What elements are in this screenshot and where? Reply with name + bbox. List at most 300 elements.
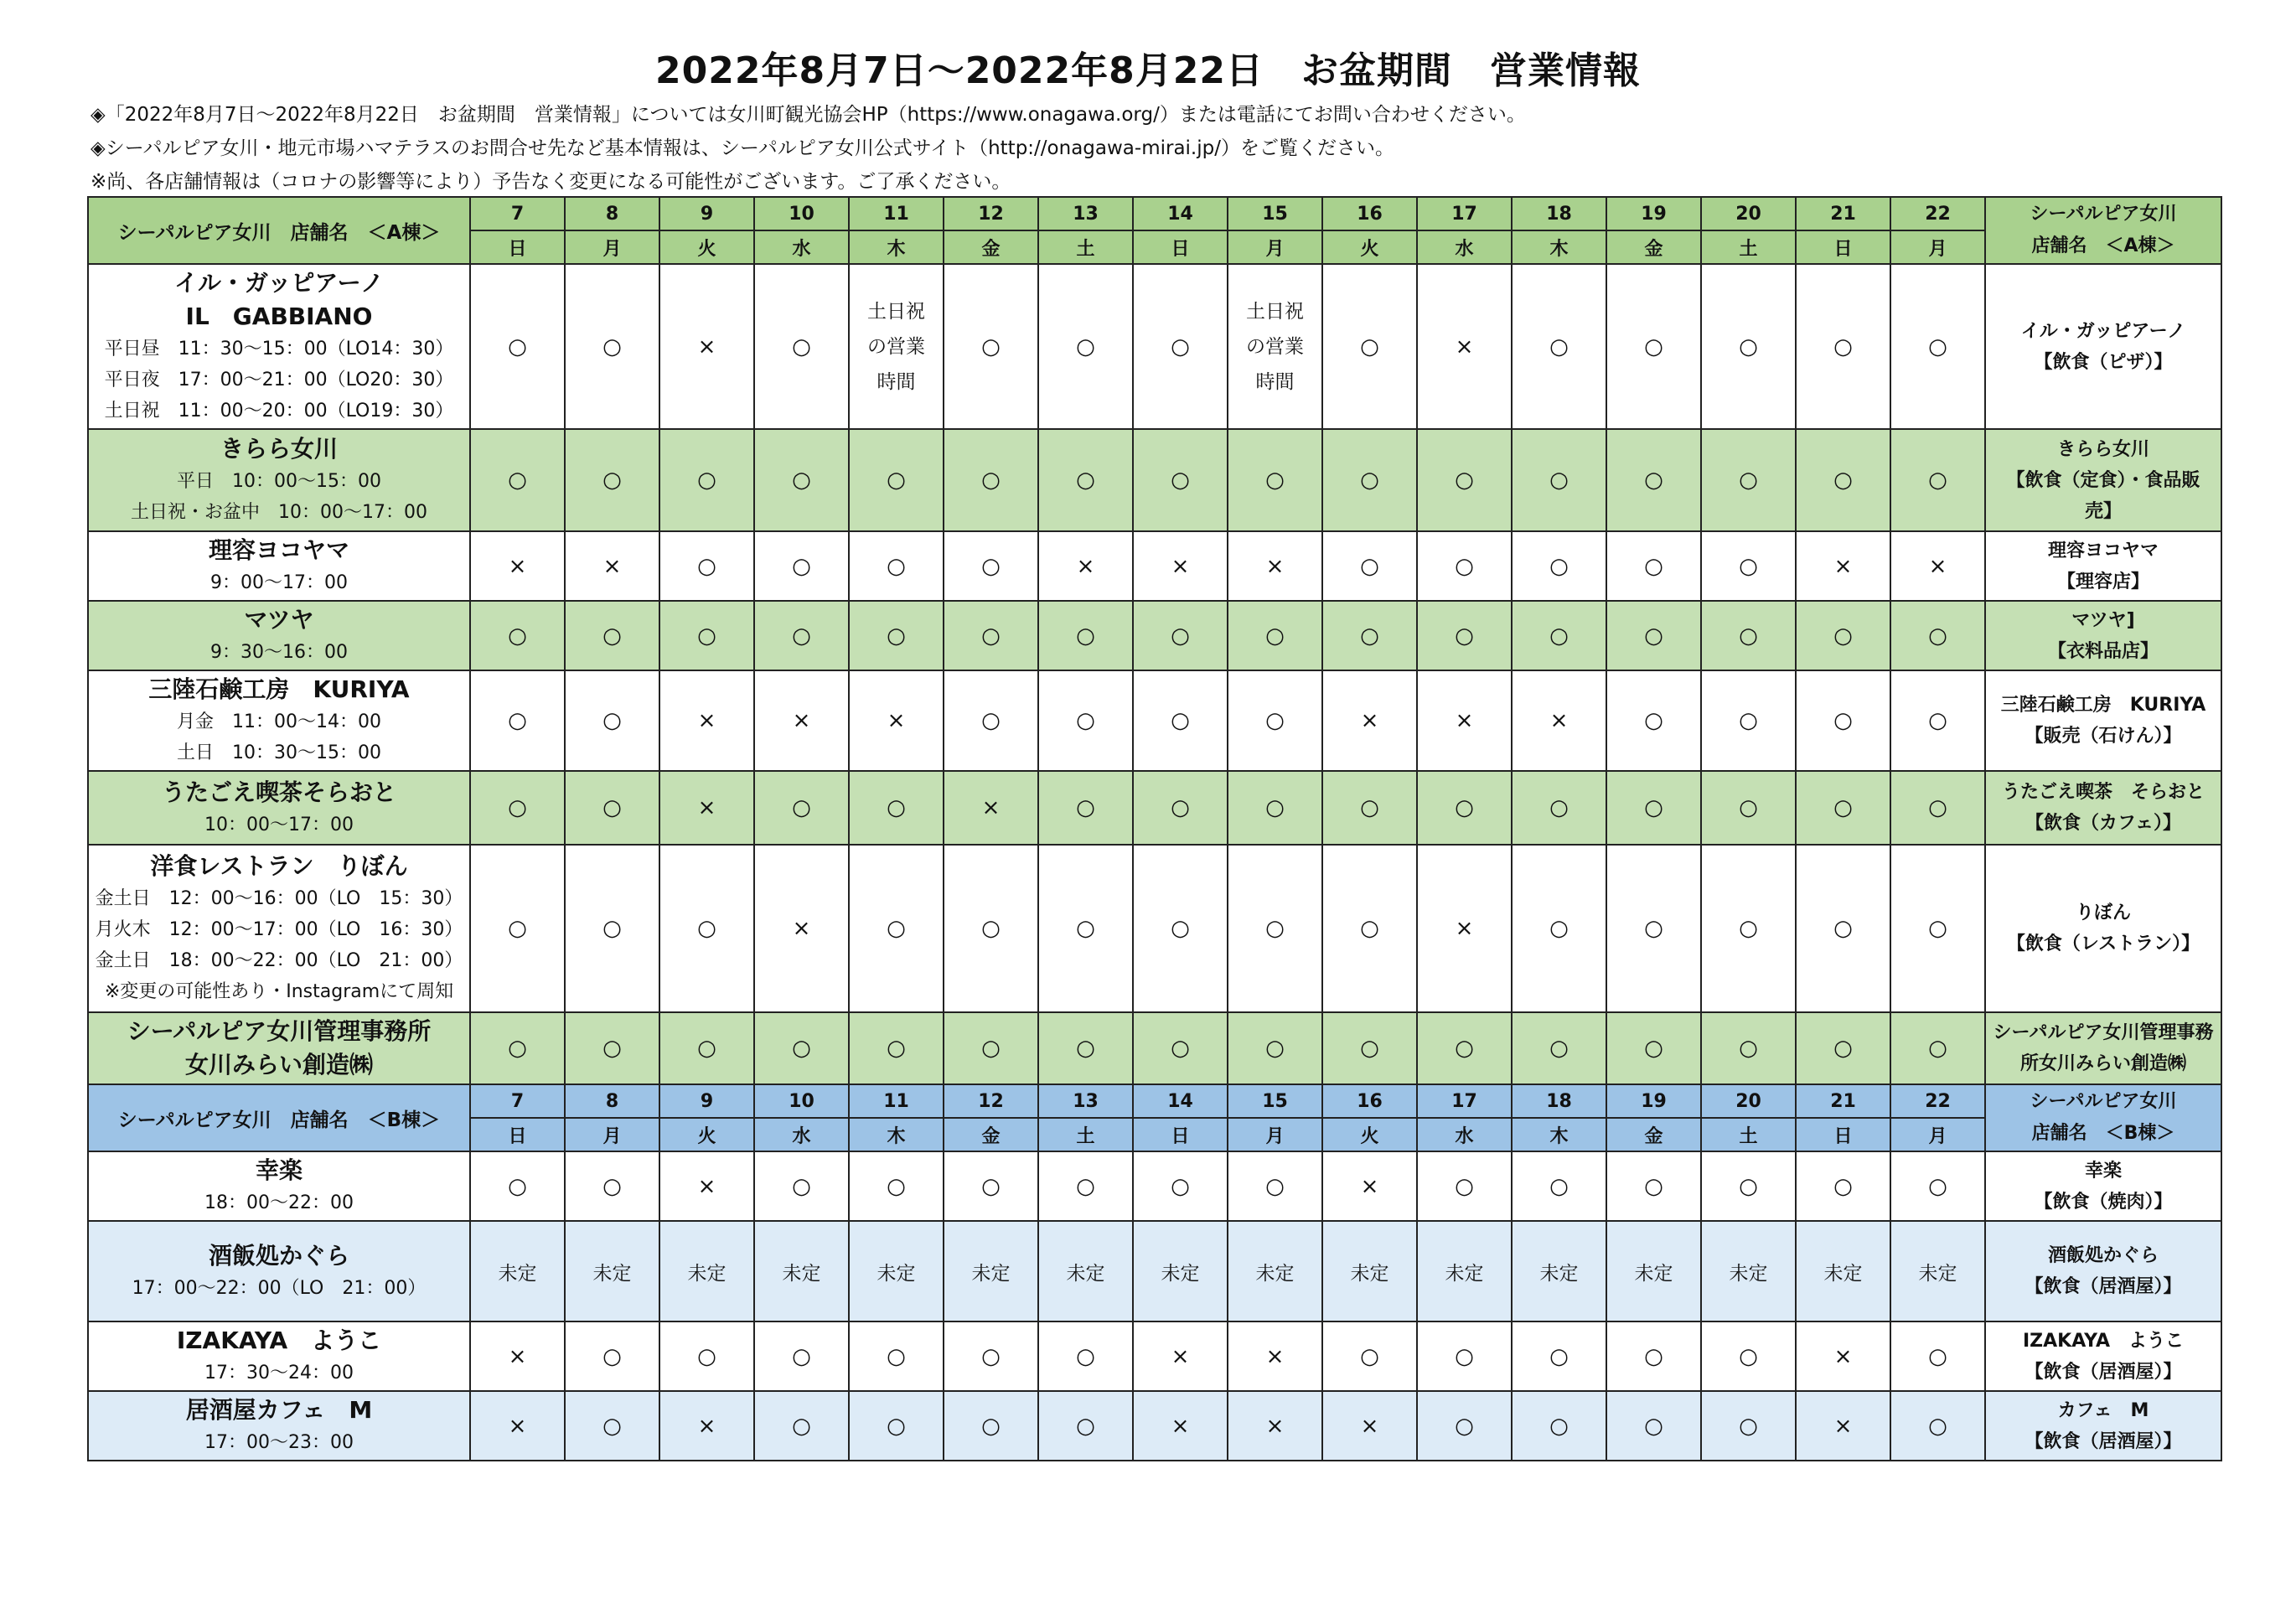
group-header-right [1985, 197, 2221, 264]
status-cell: × [1133, 1321, 1228, 1391]
status-cell: × [849, 670, 944, 771]
status-cell: ○ [1512, 771, 1606, 845]
status-cell: ○ [1038, 1151, 1133, 1221]
day-number: 10 [754, 1084, 849, 1118]
status-cell: ○ [754, 531, 849, 601]
store-name: 三陸石鹸工房 KURIYA [148, 675, 410, 703]
weekday: 月 [565, 1118, 659, 1151]
status-cell: ○ [1796, 1012, 1890, 1084]
day-number: 7 [470, 1084, 565, 1118]
status-cell: ○ [1322, 531, 1417, 601]
status-cell: × [470, 1391, 565, 1461]
day-number: 20 [1701, 1084, 1796, 1118]
status-cell: ○ [1133, 771, 1228, 845]
store-category-line: 【飲食（居酒屋）】 [2025, 1276, 2182, 1297]
day-number: 16 [1322, 197, 1417, 230]
status-cell: ○ [1322, 264, 1417, 429]
store-category-cell [1985, 771, 2221, 845]
store-name: IZAKAYA ようこ [176, 1327, 382, 1354]
status-cell: ○ [1133, 601, 1228, 670]
status-cell: ○ [1796, 670, 1890, 771]
store-name: うたごえ喫茶そらおと [161, 778, 396, 806]
status-cell: ○ [565, 771, 659, 845]
status-cell: ○ [1606, 771, 1701, 845]
store-hours: 10：00～17：00 [204, 814, 354, 835]
weekday: 水 [754, 230, 849, 264]
status-cell: ○ [1038, 429, 1133, 531]
status-cell: ○ [659, 601, 754, 670]
store-hours: 9：30～16：00 [210, 642, 348, 663]
day-number: 15 [1228, 1084, 1322, 1118]
status-cell: ○ [944, 1151, 1038, 1221]
status-cell: ○ [849, 1391, 944, 1461]
store-name-cell [88, 1012, 470, 1084]
status-cell: ○ [1228, 429, 1322, 531]
status-cell: ○ [1228, 1012, 1322, 1084]
store-name: 洋食レストラン りぼん [150, 852, 408, 880]
status-cell: ○ [1701, 1391, 1796, 1461]
header-line: 店舗名 ＜B棟＞ [2031, 1123, 2175, 1144]
store-row [88, 1012, 2221, 1084]
day-number: 12 [944, 1084, 1038, 1118]
status-cell: × [1322, 1151, 1417, 1221]
status-cell: ○ [470, 264, 565, 429]
status-cell: ○ [470, 771, 565, 845]
store-name: イル・ガッピアーノ [173, 269, 385, 297]
status-cell: ○ [849, 1151, 944, 1221]
status-cell: ○ [1228, 670, 1322, 771]
status-cell: × [659, 771, 754, 845]
status-cell: ○ [1701, 1321, 1796, 1391]
day-number: 21 [1796, 197, 1890, 230]
status-cell: ○ [1417, 1391, 1512, 1461]
store-name-cell [88, 845, 470, 1012]
weekday: 日 [470, 1118, 565, 1151]
weekday: 木 [849, 1118, 944, 1151]
status-cell: ○ [849, 429, 944, 531]
store-name-cell [88, 1321, 470, 1391]
status-cell: × [1228, 531, 1322, 601]
status-cell: ○ [1606, 845, 1701, 1012]
status-cell: ○ [944, 1012, 1038, 1084]
status-cell: ○ [1133, 1012, 1228, 1084]
status-cell: ○ [1890, 1151, 1985, 1221]
status-cell: ○ [849, 601, 944, 670]
status-cell: × [1133, 1391, 1228, 1461]
status-cell: ○ [565, 601, 659, 670]
day-number: 11 [849, 1084, 944, 1118]
store-category-line: 【飲食（レストラン）】 [2006, 934, 2200, 954]
weekday: 土 [1038, 1118, 1133, 1151]
weekday: 水 [1417, 1118, 1512, 1151]
store-category-line: カフェ M [2057, 1399, 2149, 1421]
status-cell: ○ [754, 771, 849, 845]
store-category-cell [1985, 1391, 2221, 1461]
status-cell: × [659, 670, 754, 771]
store-row [88, 670, 2221, 771]
store-row [88, 1391, 2221, 1461]
store-row [88, 1221, 2221, 1321]
status-cell: ○ [1606, 1012, 1701, 1084]
weekday: 日 [470, 230, 565, 264]
day-number: 15 [1228, 197, 1322, 230]
weekday: 日 [1796, 1118, 1890, 1151]
status-cell: ○ [1322, 1321, 1417, 1391]
day-number: 9 [659, 197, 754, 230]
store-hours: 平日夜 17：00～21：00（LO20：30） [104, 370, 454, 390]
store-hours: 金土日 18：00～22：00（LO 21：00） [95, 950, 463, 971]
store-row [88, 429, 2221, 531]
day-number: 8 [565, 1084, 659, 1118]
status-cell: ○ [1322, 601, 1417, 670]
status-cell: ○ [1038, 601, 1133, 670]
status-cell: ○ [1606, 670, 1701, 771]
store-name: マツヤ [244, 606, 314, 634]
status-cell: ○ [1606, 1391, 1701, 1461]
store-category-line: りぼん [2075, 903, 2131, 923]
page-title: 2022年8月7日～2022年8月22日 お盆期間 営業情報 [655, 49, 1641, 92]
status-cell: ○ [1417, 1151, 1512, 1221]
store-name: 女川みらい創造㈱ [184, 1051, 373, 1078]
status-cell: ○ [470, 1012, 565, 1084]
weekday: 土 [1701, 1118, 1796, 1151]
store-hours: 土日祝・お盆中 10：00～17：00 [131, 502, 427, 523]
status-cell: ○ [1796, 771, 1890, 845]
day-number: 20 [1701, 197, 1796, 230]
status-cell: ○ [944, 531, 1038, 601]
status-cell: ○ [1322, 771, 1417, 845]
store-row [88, 1321, 2221, 1391]
status-cell: ○ [1701, 264, 1796, 429]
status-cell: ○ [659, 1321, 754, 1391]
status-cell: ○ [754, 601, 849, 670]
store-category-cell [1985, 1151, 2221, 1221]
status-cell: ○ [1512, 601, 1606, 670]
status-cell: × [659, 1391, 754, 1461]
status-cell: 未定 [565, 1221, 659, 1321]
store-row [88, 531, 2221, 601]
status-cell: × [944, 771, 1038, 845]
status-cell: × [470, 531, 565, 601]
status-cell: × [1417, 670, 1512, 771]
status-cell: ○ [944, 264, 1038, 429]
store-category-line: 【飲食（定食）・食品販 [2006, 469, 2200, 491]
store-hours: 土日祝 11：00～20：00（LO19：30） [104, 401, 454, 422]
store-category-line: 理容ヨコヤマ [2047, 540, 2159, 561]
store-category-cell [1985, 601, 2221, 670]
status-cell: ○ [754, 1391, 849, 1461]
store-category-line: うたごえ喫茶 そらおと [2001, 782, 2205, 803]
status-cell: ○ [944, 601, 1038, 670]
status-cell: ○ [659, 845, 754, 1012]
store-category-line: 酒飯処かぐら [2047, 1245, 2159, 1266]
store-name: シーパルピア女川管理事務所 [127, 1017, 432, 1045]
weekday: 水 [754, 1118, 849, 1151]
status-cell: ○ [1228, 845, 1322, 1012]
store-category-cell [1985, 531, 2221, 601]
status-cell: ○ [849, 771, 944, 845]
weekday: 土 [1701, 230, 1796, 264]
store-category-line: 【飲食（居酒屋）】 [2025, 1361, 2182, 1383]
store-hours: 18：00～22：00 [204, 1192, 354, 1213]
status-cell: ○ [1606, 429, 1701, 531]
status-cell: ○ [1038, 1321, 1133, 1391]
status-cell: ○ [470, 1151, 565, 1221]
store-name-cell [88, 429, 470, 531]
status-cell: ○ [1512, 1012, 1606, 1084]
store-hours: 平日昼 11：30～15：00（LO14：30） [104, 339, 454, 359]
weekday: 土 [1038, 230, 1133, 264]
status-cell: ○ [849, 1321, 944, 1391]
day-number: 19 [1606, 1084, 1701, 1118]
store-category-line: 所女川みらい創造㈱ [2019, 1053, 2186, 1074]
status-cell: ○ [565, 670, 659, 771]
status-cell: 未定 [1701, 1221, 1796, 1321]
header-line: 店舗名 ＜A棟＞ [2031, 235, 2175, 256]
status-cell: ○ [1038, 771, 1133, 845]
weekday: 月 [1228, 1118, 1322, 1151]
status-cell: ○ [754, 264, 849, 429]
status-cell: ○ [1512, 1321, 1606, 1391]
store-row [88, 771, 2221, 845]
status-cell: ○ [1890, 601, 1985, 670]
weekday: 木 [849, 230, 944, 264]
day-number: 13 [1038, 1084, 1133, 1118]
status-cell: ○ [1228, 771, 1322, 845]
status-cell: ○ [1606, 1151, 1701, 1221]
weekday: 水 [1417, 230, 1512, 264]
store-category-cell [1985, 429, 2221, 531]
status-cell: ○ [1133, 1151, 1228, 1221]
status-cell: 未定 [849, 1221, 944, 1321]
status-cell: ○ [565, 1321, 659, 1391]
status-cell: ○ [1701, 1151, 1796, 1221]
store-name-cell [88, 264, 470, 429]
day-number: 10 [754, 197, 849, 230]
status-cell: ○ [944, 1321, 1038, 1391]
weekday: 日 [1796, 230, 1890, 264]
status-cell: 土日祝 の営業 時間 [849, 264, 944, 429]
status-cell: × [1322, 670, 1417, 771]
store-hours: 金土日 12：00～16：00（LO 15：30） [95, 888, 463, 909]
status-cell: ○ [659, 429, 754, 531]
status-cell: 未定 [659, 1221, 754, 1321]
weekday: 火 [1322, 230, 1417, 264]
status-cell: ○ [1701, 1012, 1796, 1084]
day-number: 8 [565, 197, 659, 230]
status-cell: ○ [659, 531, 754, 601]
status-cell: ○ [1038, 1391, 1133, 1461]
weekday: 月 [1228, 230, 1322, 264]
status-cell: ○ [1796, 264, 1890, 429]
status-cell: ○ [1417, 1321, 1512, 1391]
store-category-line: 【飲食（カフェ）】 [2025, 813, 2181, 834]
day-number: 17 [1417, 1084, 1512, 1118]
store-name: 理容ヨコヤマ [208, 536, 349, 564]
status-cell: ○ [1038, 670, 1133, 771]
status-cell: ○ [1606, 1321, 1701, 1391]
weekday: 月 [1890, 230, 1985, 264]
status-cell: ○ [1606, 264, 1701, 429]
store-hours: 17：00～23：00 [204, 1432, 354, 1453]
status-cell: ○ [754, 1012, 849, 1084]
store-name-cell [88, 1221, 470, 1321]
weekday: 金 [1606, 230, 1701, 264]
store-category-line: 幸楽 [2084, 1160, 2122, 1182]
day-number: 17 [1417, 197, 1512, 230]
status-cell: ○ [1417, 429, 1512, 531]
status-cell: 未定 [1796, 1221, 1890, 1321]
store-category-line: 【理容店】 [2056, 571, 2149, 592]
status-cell: ○ [1417, 531, 1512, 601]
status-cell: ○ [1038, 264, 1133, 429]
store-name: 幸楽 [255, 1156, 303, 1184]
schedule-table [87, 196, 2222, 1461]
status-cell: ○ [944, 845, 1038, 1012]
weekday: 金 [944, 1118, 1038, 1151]
store-category-line: きらら女川 [2056, 438, 2149, 460]
day-number: 13 [1038, 197, 1133, 230]
status-cell: ○ [1512, 1391, 1606, 1461]
store-category-cell [1985, 845, 2221, 1012]
status-cell: ○ [565, 1151, 659, 1221]
status-cell: ○ [1890, 1012, 1985, 1084]
status-cell: ○ [1038, 1012, 1133, 1084]
status-cell: ○ [1133, 670, 1228, 771]
status-cell: ○ [1133, 845, 1228, 1012]
group-header-row [88, 197, 2221, 230]
status-cell: × [1796, 1391, 1890, 1461]
status-cell: ○ [1417, 1012, 1512, 1084]
status-cell: × [1322, 1391, 1417, 1461]
store-name-cell [88, 531, 470, 601]
status-cell: ○ [754, 1321, 849, 1391]
store-category-line: イル・ガッピアーノ [2020, 320, 2186, 342]
store-category-cell [1985, 670, 2221, 771]
status-cell: × [470, 1321, 565, 1391]
status-cell: × [1038, 531, 1133, 601]
status-cell: 未定 [1512, 1221, 1606, 1321]
weekday: 金 [944, 230, 1038, 264]
day-number: 7 [470, 197, 565, 230]
status-cell: ○ [1133, 429, 1228, 531]
store-category-line: 【販売（石けん）】 [2025, 726, 2182, 747]
status-cell: 未定 [1606, 1221, 1701, 1321]
group-header-left: シーパルピア女川 店舗名 ＜A棟＞ [88, 197, 470, 264]
day-number: 18 [1512, 197, 1606, 230]
store-category-line: 【飲食（居酒屋）】 [2025, 1430, 2182, 1452]
status-cell: 未定 [1417, 1221, 1512, 1321]
day-number: 18 [1512, 1084, 1606, 1118]
status-cell: ○ [849, 845, 944, 1012]
status-cell: ○ [470, 429, 565, 531]
day-number: 11 [849, 197, 944, 230]
store-category-line: 【飲食（ピザ）】 [2034, 351, 2173, 373]
status-cell: × [1417, 264, 1512, 429]
group-header-left: シーパルピア女川 店舗名 ＜B棟＞ [88, 1084, 470, 1151]
weekday: 火 [659, 230, 754, 264]
status-cell: × [1417, 845, 1512, 1012]
store-name-cell [88, 1151, 470, 1221]
status-cell: × [1133, 531, 1228, 601]
status-cell: ○ [1796, 845, 1890, 1012]
store-hours: 土日 10：30～15：00 [177, 742, 381, 763]
weekday: 木 [1512, 230, 1606, 264]
store-name-cell [88, 601, 470, 670]
note-line: ◈「2022年8月7日～2022年8月22日 お盆期間 営業情報」については女川町観光協会HP（https://www.onagawa.org/）または電話にてお問い合わせください。 [90, 104, 1526, 126]
status-cell: × [1228, 1391, 1322, 1461]
store-hours: 17：00～22：00（LO 21：00） [132, 1277, 427, 1299]
status-cell: 未定 [1890, 1221, 1985, 1321]
weekday: 日 [1133, 1118, 1228, 1151]
status-cell: × [754, 845, 849, 1012]
day-number: 14 [1133, 197, 1228, 230]
day-number: 12 [944, 197, 1038, 230]
status-cell: ○ [1512, 531, 1606, 601]
store-hours: 17：30～24：00 [204, 1363, 354, 1384]
weekday: 日 [1133, 230, 1228, 264]
store-category-cell [1985, 264, 2221, 429]
status-cell: ○ [565, 429, 659, 531]
store-category-line: IZAKAYA ようこ [2023, 1330, 2184, 1352]
store-name: 居酒屋カフェ M [185, 1396, 373, 1424]
store-hours: 平日 10：00～15：00 [177, 471, 381, 492]
store-category-line: シーパルピア女川管理事務 [1993, 1022, 2214, 1043]
day-number: 16 [1322, 1084, 1417, 1118]
store-row [88, 601, 2221, 670]
status-cell: ○ [944, 1391, 1038, 1461]
status-cell: ○ [944, 429, 1038, 531]
status-cell: ○ [1512, 1151, 1606, 1221]
day-number: 22 [1890, 197, 1985, 230]
status-cell: ○ [565, 1012, 659, 1084]
store-category-cell [1985, 1012, 2221, 1084]
status-cell: ○ [1890, 1321, 1985, 1391]
group-header-right [1985, 1084, 2221, 1151]
header-line: シーパルピア女川 [2030, 204, 2177, 225]
status-cell: × [659, 264, 754, 429]
status-cell: ○ [1322, 429, 1417, 531]
weekday: 金 [1606, 1118, 1701, 1151]
store-name: IL GABBIANO [185, 303, 373, 330]
status-cell: ○ [1890, 429, 1985, 531]
status-cell: ○ [1606, 531, 1701, 601]
store-name: きらら女川 [220, 435, 338, 463]
status-cell: ○ [1512, 264, 1606, 429]
status-cell: × [1796, 531, 1890, 601]
store-category-cell [1985, 1321, 2221, 1391]
day-number: 9 [659, 1084, 754, 1118]
status-cell: × [1512, 670, 1606, 771]
status-cell: ○ [1701, 771, 1796, 845]
note-line: ※尚、各店舗情報は（コロナの影響等により）予告なく変更になる可能性がございます。ご了承ください。 [90, 171, 1011, 193]
status-cell: 未定 [1038, 1221, 1133, 1321]
status-cell: × [1228, 1321, 1322, 1391]
weekday: 木 [1512, 1118, 1606, 1151]
status-cell: ○ [1512, 429, 1606, 531]
status-cell: 未定 [1322, 1221, 1417, 1321]
status-cell: ○ [1322, 1012, 1417, 1084]
status-cell: ○ [1512, 845, 1606, 1012]
store-hours: 9：00～17：00 [210, 572, 348, 593]
status-cell: ○ [1796, 1151, 1890, 1221]
status-cell: 未定 [470, 1221, 565, 1321]
status-cell: 未定 [1133, 1221, 1228, 1321]
status-cell: ○ [1417, 601, 1512, 670]
store-hours: 月金 11：00～14：00 [177, 711, 381, 732]
status-cell: ○ [1228, 601, 1322, 670]
store-hours: 月火木 12：00～17：00（LO 16：30） [95, 919, 463, 940]
